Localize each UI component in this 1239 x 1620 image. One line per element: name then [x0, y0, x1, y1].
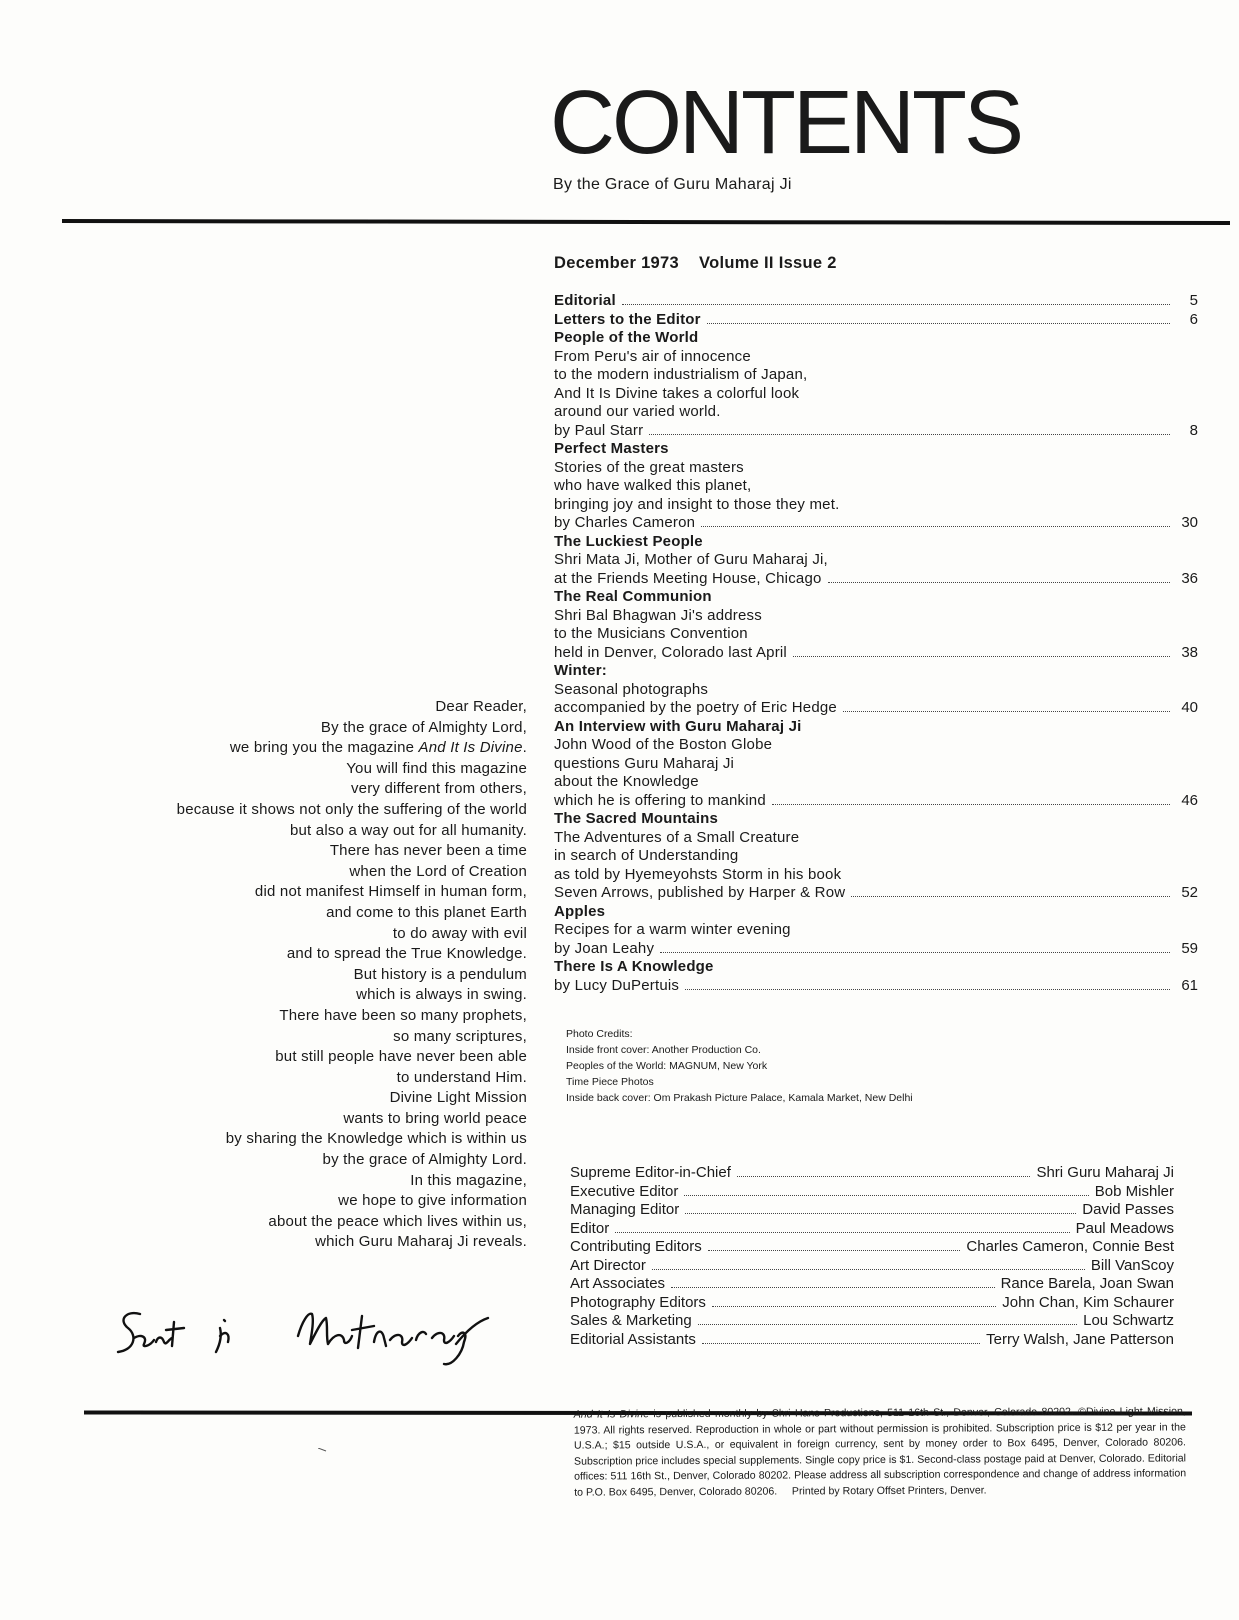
dot-leader [685, 1213, 1076, 1214]
photo-credit-line: Inside back cover: Om Prakash Picture Palace, Kamala Market, New Delhi [566, 1092, 913, 1104]
toc-description-line [554, 829, 1198, 848]
dot-leader [737, 1176, 1031, 1177]
letter-line: You will find this magazine [346, 759, 527, 777]
masthead-name: Terry Walsh, Jane Patterson [986, 1330, 1174, 1348]
toc-description-line [554, 496, 1198, 515]
toc-entry [554, 662, 1198, 718]
toc-page-number: 38 [1181, 643, 1198, 661]
masthead-row [570, 1275, 1174, 1294]
toc-description-line [554, 736, 1198, 755]
masthead-role: Art Associates [570, 1275, 666, 1292]
dot-leader [851, 896, 1170, 897]
photo-credits-heading: Photo Credits: [566, 1028, 633, 1040]
toc-description-line [554, 348, 1198, 367]
toc-page-number: 61 [1181, 976, 1198, 994]
toc-description-line [554, 773, 1198, 792]
toc-description-line [554, 385, 1198, 404]
toc-entry [554, 292, 1198, 311]
toc-entry [554, 958, 1198, 995]
masthead-role: Editor [570, 1219, 610, 1237]
masthead-role: Supreme Editor-in-Chief [570, 1164, 731, 1181]
toc-page-number: 59 [1181, 939, 1198, 957]
toc-heading-line [554, 662, 1198, 681]
issue-volume: Volume II Issue 2 [698, 254, 837, 272]
masthead-name: Bill VanScoy [1090, 1256, 1174, 1274]
masthead-row [570, 1331, 1174, 1350]
toc-page-number: 30 [1181, 514, 1198, 531]
masthead-role: Art Director [570, 1256, 646, 1274]
toc-description-line [554, 422, 1198, 441]
toc-description-line [554, 477, 1198, 496]
toc-description: Recipes for a warm winter evening [554, 921, 791, 938]
masthead-name: Charles Cameron, Connie Best [966, 1238, 1174, 1255]
toc-heading: There Is A Knowledge [554, 958, 714, 975]
letter-line: which is always in swing. [356, 986, 527, 1004]
toc-description: accompanied by the poetry of Eric Hedge [554, 699, 837, 716]
masthead-role: Editorial Assistants [570, 1330, 696, 1348]
letter-line: wants to bring world peace [343, 1109, 527, 1127]
toc-page-number: 36 [1181, 569, 1198, 587]
masthead-name: David Passes [1082, 1201, 1174, 1218]
letter-to-reader [177, 697, 527, 1253]
issue-info [554, 254, 837, 273]
letter-line: In this magazine, [410, 1171, 527, 1189]
footer-printer: Printed by Rotary Offset Printers, Denver. [791, 1484, 987, 1498]
toc-page-number: 8 [1189, 421, 1198, 439]
letter-line: which Guru Maharaj Ji reveals. [315, 1233, 527, 1251]
masthead-name: Paul Meadows [1075, 1219, 1174, 1237]
masthead-role: Executive Editor [570, 1182, 679, 1200]
toc-description: Shri Mata Ji, Mother of Guru Maharaj Ji, [554, 551, 828, 568]
toc-description: at the Friends Meeting House, Chicago [554, 569, 822, 587]
dot-leader [649, 434, 1170, 435]
letter-line: because it shows not only the suffering of the world [176, 800, 527, 818]
photo-credit-line: Peoples of the World: MAGNUM, New York [566, 1060, 768, 1072]
letter-line: about the peace which lives within us, [268, 1212, 527, 1230]
toc-description: by Lucy DuPertuis [554, 976, 680, 994]
letter-line: by sharing the Knowledge which is within us [225, 1130, 527, 1148]
toc-entry [554, 329, 1198, 440]
masthead-role: Contributing Editors [570, 1238, 702, 1255]
page-title: CONTENTS [550, 73, 1021, 173]
toc-description-line [554, 699, 1198, 718]
toc-description: Seasonal photographs [554, 680, 709, 698]
toc-description-line [554, 551, 1198, 570]
toc-heading: Letters to the Editor [554, 310, 701, 328]
toc-heading: People of the World [554, 329, 699, 346]
toc-description-line [554, 607, 1198, 626]
toc-heading-line [554, 440, 1198, 459]
toc-entry [554, 903, 1198, 959]
letter-line: when the Lord of Creation [349, 862, 527, 880]
dot-leader [702, 1343, 980, 1344]
toc-description: about the Knowledge [554, 773, 699, 790]
toc-description-line [554, 755, 1198, 774]
dot-leader [698, 1324, 1077, 1325]
toc-description-line [554, 884, 1198, 903]
toc-description: as told by Hyemeyohsts Storm in his book [554, 865, 842, 883]
masthead-name: Bob Mishler [1094, 1182, 1174, 1200]
toc-description: The Adventures of a Small Creature [554, 828, 800, 846]
toc-entry [554, 718, 1198, 811]
masthead-row [570, 1294, 1174, 1313]
dot-leader [843, 711, 1170, 712]
toc-description: questions Guru Maharaj Ji [554, 754, 735, 772]
toc-description-line [554, 403, 1198, 422]
toc-heading: Winter: [554, 662, 607, 679]
toc-heading-line [554, 903, 1198, 922]
masthead-row [570, 1312, 1174, 1331]
toc-description: bringing joy and insight to those they met. [554, 495, 840, 513]
toc-heading-line [554, 311, 1198, 330]
toc-heading: Apples [554, 902, 606, 920]
toc-description-line [554, 459, 1198, 478]
photo-credit-line: Inside front cover: Another Production Co. [566, 1044, 761, 1056]
letter-line: and to spread the True Knowledge. [286, 945, 527, 963]
dot-leader [615, 1232, 1069, 1233]
toc-description-line [554, 570, 1198, 589]
toc-entry [554, 533, 1198, 589]
letter-line: very different from others, [350, 780, 527, 798]
toc-page-number: 52 [1181, 884, 1198, 901]
toc-description: Stories of the great masters [554, 458, 744, 476]
top-divider [62, 219, 1230, 225]
masthead-role: Sales & Marketing [570, 1312, 692, 1329]
dot-leader [708, 1250, 961, 1251]
toc-heading: An Interview with Guru Maharaj Ji [554, 717, 802, 735]
toc-description: Seven Arrows, published by Harper & Row [554, 884, 846, 901]
letter-line: so many scriptures, [393, 1027, 527, 1045]
toc-description: Shri Bal Bhagwan Ji's address [554, 606, 762, 624]
toc-description-line [554, 792, 1198, 811]
dot-leader [772, 804, 1170, 805]
letter-line: but still people have never been able [275, 1048, 527, 1066]
toc-description: And It Is Divine takes a colorful look [554, 384, 800, 402]
dot-leader [660, 952, 1170, 953]
letter-line: By the grace of Almighty Lord, [320, 718, 527, 736]
masthead-row [570, 1220, 1174, 1239]
toc-description: around our varied world. [554, 403, 721, 420]
toc-description: in search of Understanding [554, 847, 739, 864]
toc-description-line [554, 847, 1198, 866]
toc-description-line [554, 366, 1198, 385]
print-mark [318, 1448, 328, 1452]
photo-credits [566, 1026, 913, 1106]
masthead-row [570, 1201, 1174, 1220]
masthead-role: Managing Editor [570, 1201, 680, 1218]
toc-heading: The Luckiest People [554, 532, 703, 550]
toc-description: which he is offering to mankind [554, 791, 766, 809]
toc-heading-line [554, 533, 1198, 552]
photo-credit-line: Time Piece Photos [566, 1076, 654, 1088]
toc-heading: The Sacred Mountains [554, 810, 719, 827]
letter-line: did not manifest Himself in human form, [254, 883, 527, 901]
letter-line: to understand Him. [396, 1068, 527, 1086]
dot-leader [712, 1306, 996, 1307]
toc-heading: Editorial [554, 292, 616, 309]
dot-leader [652, 1269, 1085, 1270]
toc-description: to the modern industrialism of Japan, [554, 366, 808, 383]
letter-line: and come to this planet Earth [326, 903, 527, 921]
masthead-role: Photography Editors [570, 1293, 706, 1311]
letter-line: But history is a pendulum [353, 965, 527, 983]
issue-date: December 1973 [554, 254, 679, 272]
letter-line: we hope to give information [338, 1192, 527, 1210]
toc-description-line [554, 625, 1198, 644]
toc-entry [554, 810, 1198, 903]
masthead-name: John Chan, Kim Schaurer [1002, 1293, 1174, 1311]
toc-page-number: 5 [1189, 292, 1198, 309]
masthead-row [570, 1257, 1174, 1276]
dot-leader [671, 1287, 995, 1288]
toc-description: John Wood of the Boston Globe [554, 736, 773, 753]
footer-magazine-name: And It Is Divine [573, 1408, 650, 1421]
dot-leader [684, 1195, 1088, 1196]
toc-heading-line [554, 588, 1198, 607]
toc-description-line [554, 644, 1198, 663]
dot-leader [793, 656, 1170, 657]
toc-heading-line [554, 810, 1198, 829]
toc-page-number: 6 [1189, 310, 1198, 328]
toc-entry [554, 311, 1198, 330]
toc-description-line [554, 977, 1198, 996]
letter-line: to do away with evil [392, 924, 527, 942]
publication-info [574, 1404, 1186, 1501]
toc-heading-line [554, 718, 1198, 737]
letter-line: There has never been a time [329, 842, 527, 860]
dot-leader [707, 323, 1170, 324]
toc-heading-line [554, 292, 1198, 311]
toc-description: held in Denver, Colorado last April [554, 643, 787, 661]
toc-description-line [554, 514, 1198, 533]
dot-leader [685, 989, 1170, 990]
dot-leader [701, 526, 1170, 527]
toc-description: From Peru's air of innocence [554, 347, 751, 365]
toc-entry [554, 588, 1198, 662]
toc-heading-line [554, 958, 1198, 977]
toc-description: by Joan Leahy [554, 939, 655, 957]
toc-description: who have walked this planet, [554, 477, 752, 494]
footer-text: is published monthly by Shri Hans Productions, 511 16th St., Denver, Colorado 80202. ©Divine Light Mission, 1973. All rights reserved. Reproduction in whole or part without permission is prohibited. Subscription price is $12 per year in the U.S.A.; $15 outside U.S.A., or equivalent in foreign currency, sent by money order to Box 6495, Denver, Colorado 80206. Subscription price includes special supplements. Single copy price is $1. Second-class postage paid at Denver, Colorado. Editorial offices: 511 16th St., Denver, Colorado 80202. Please address all subscription correspondence and change of address information to P.O. Box 6495, Denver, Colorado 80206. [573, 1405, 1187, 1499]
dot-leader [828, 582, 1170, 583]
toc-page-number: 40 [1181, 699, 1198, 716]
toc-entry [554, 440, 1198, 533]
toc-page-number: 46 [1181, 791, 1198, 809]
letter-line: There have been so many prophets, [279, 1006, 527, 1024]
masthead-name: Shri Guru Maharaj Ji [1036, 1164, 1174, 1181]
signature-image [112, 1292, 532, 1372]
table-of-contents [554, 292, 1198, 995]
toc-description: by Paul Starr [554, 421, 644, 439]
toc-description-line [554, 866, 1198, 885]
toc-description: by Charles Cameron [554, 514, 696, 531]
masthead-row [570, 1183, 1174, 1202]
letter-line: Dear Reader, [435, 698, 527, 715]
masthead-row [570, 1164, 1174, 1183]
toc-description-line [554, 940, 1198, 959]
toc-description-line [554, 921, 1198, 940]
letter-line: we bring you the magazine And It Is Divine. [229, 739, 527, 757]
toc-description-line [554, 681, 1198, 700]
letter-line: by the grace of Almighty Lord. [322, 1151, 527, 1169]
toc-heading-line [554, 329, 1198, 348]
letter-line: Divine Light Mission [389, 1089, 527, 1107]
masthead-row [570, 1238, 1174, 1257]
toc-heading: Perfect Masters [554, 440, 669, 457]
toc-description: to the Musicians Convention [554, 625, 748, 642]
masthead-name: Rance Barela, Joan Swan [1000, 1275, 1174, 1292]
letter-line: but also a way out for all humanity. [289, 821, 527, 839]
page-subtitle: By the Grace of Guru Maharaj Ji [553, 176, 792, 193]
toc-heading: The Real Communion [554, 588, 712, 605]
masthead [570, 1164, 1174, 1349]
masthead-name: Lou Schwartz [1083, 1312, 1174, 1329]
dot-leader [622, 304, 1170, 305]
